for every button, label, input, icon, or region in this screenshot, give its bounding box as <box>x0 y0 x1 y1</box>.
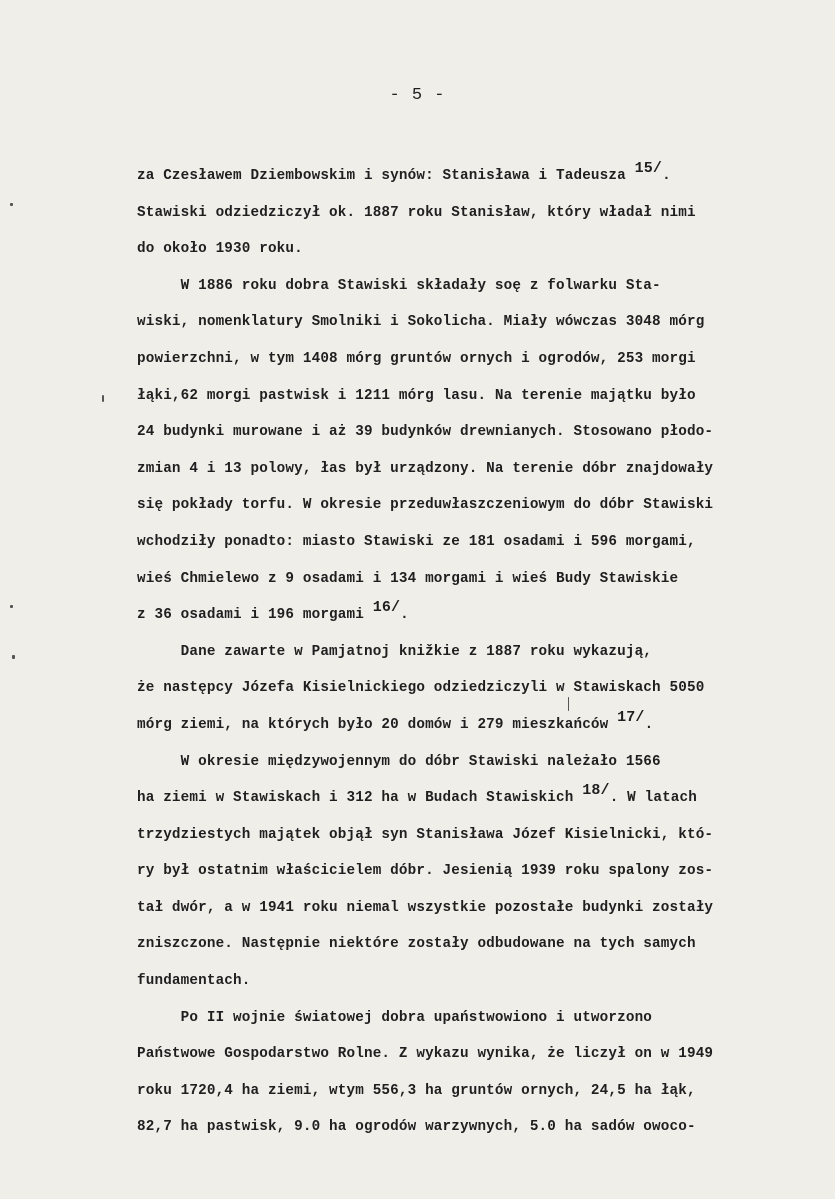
text-line: W 1886 roku dobra Stawiski składały soę z folwarku Sta- <box>137 277 661 294</box>
footnote-ref: 18/ <box>582 782 610 800</box>
text-line: Po II wojnie światowej dobra upaństwowiono i utworzono <box>137 1009 653 1026</box>
text-line: 82,7 ha pastwisk, 9.0 ha ogrodów warzywnych, 5.0 ha sadów owoco- <box>137 1119 696 1136</box>
body-text <box>137 158 817 1146</box>
footnote-ref: 15/ <box>634 160 663 177</box>
text-line: trzydziestych majątek objął syn Stanisława Józef Kisielnicki, któ- <box>137 826 714 843</box>
text-line: się pokłady torfu. W okresie przeduwłaszczeniowym do dóbr Stawiski <box>137 497 714 514</box>
text-line: Stawiski odziedziczył ok. 1887 roku Stanisław, który władał nimi <box>137 204 696 221</box>
scan-mark <box>10 203 13 206</box>
scan-mark <box>568 697 569 711</box>
text-line: ha ziemi w Stawiskach i 312 ha w Budach Stawiskich $^{18/}$. W latach <box>137 782 697 807</box>
text-line: Dane zawarte w Pamjatnoj knižkie z 1887 roku wykazują, <box>137 643 653 660</box>
text-line: ry był ostatnim właścicielem dóbr. Jesienią 1939 roku spalony zos- <box>137 863 714 880</box>
text-line: powierzchni, w tym 1408 mórg gruntów ornych i ogrodów, 253 morgi <box>137 350 696 367</box>
scan-mark <box>102 395 104 402</box>
text-line: zmian 4 i 13 polowy, łas był urządzony. Na terenie dóbr znajdowały <box>137 460 714 477</box>
text-line: W okresie międzywojennym do dóbr Stawiski należało 1566 <box>137 753 661 770</box>
page-number: - 5 - <box>389 86 446 105</box>
text-line: fundamentach. <box>137 973 251 990</box>
text-line: za Czesławem Dziembowskim i synów: Stanisława i Tadeusza $^{15/}$. <box>137 160 671 184</box>
scan-mark <box>10 605 13 608</box>
text-line: wchodziły ponadto: miasto Stawiski ze 181 osadami i 596 morgami, <box>137 533 696 550</box>
text-line: że następcy Józefa Kisielnickiego odziedziczyli w Stawiskach 5050 <box>137 680 705 697</box>
text-line: 24 budynki murowane i aż 39 budynków drewnianych. Stosowano płodo- <box>137 424 714 441</box>
text-line: zniszczone. Następnie niektóre zostały odbudowane na tych samych <box>137 936 696 953</box>
footnote-ref: 17/ <box>617 708 645 726</box>
text-line: do około 1930 roku. <box>137 241 303 258</box>
text-line: z 36 osadami i 196 morgami $^{16/}$. <box>137 599 409 624</box>
text-line: tał dwór, a w 1941 roku niemal wszystkie pozostałe budynki zostały <box>137 899 714 916</box>
text-line: wiski, nomenklatury Smolniki i Sokolicha. Miały wówczas 3048 mórg <box>137 314 705 331</box>
footnote-ref: 16/ <box>372 599 401 617</box>
text-line: roku 1720,4 ha ziemi, wtym 556,3 ha gruntów ornych, 24,5 ha łąk, <box>137 1082 696 1099</box>
text-line: Państwowe Gospodarstwo Rolne. Z wykazu wynika, że liczył on w 1949 <box>137 1046 714 1063</box>
scan-mark <box>12 655 15 659</box>
text-line: mórg ziemi, na których było 20 domów i 279 mieszkańców $^{17/}$. <box>137 708 654 733</box>
text-line: wieś Chmielewo z 9 osadami i 134 morgami i wieś Budy Stawiskie <box>137 570 679 587</box>
text-line: łąki,62 morgi pastwisk i 1211 mórg lasu. Na terenie majątku było <box>137 387 696 404</box>
